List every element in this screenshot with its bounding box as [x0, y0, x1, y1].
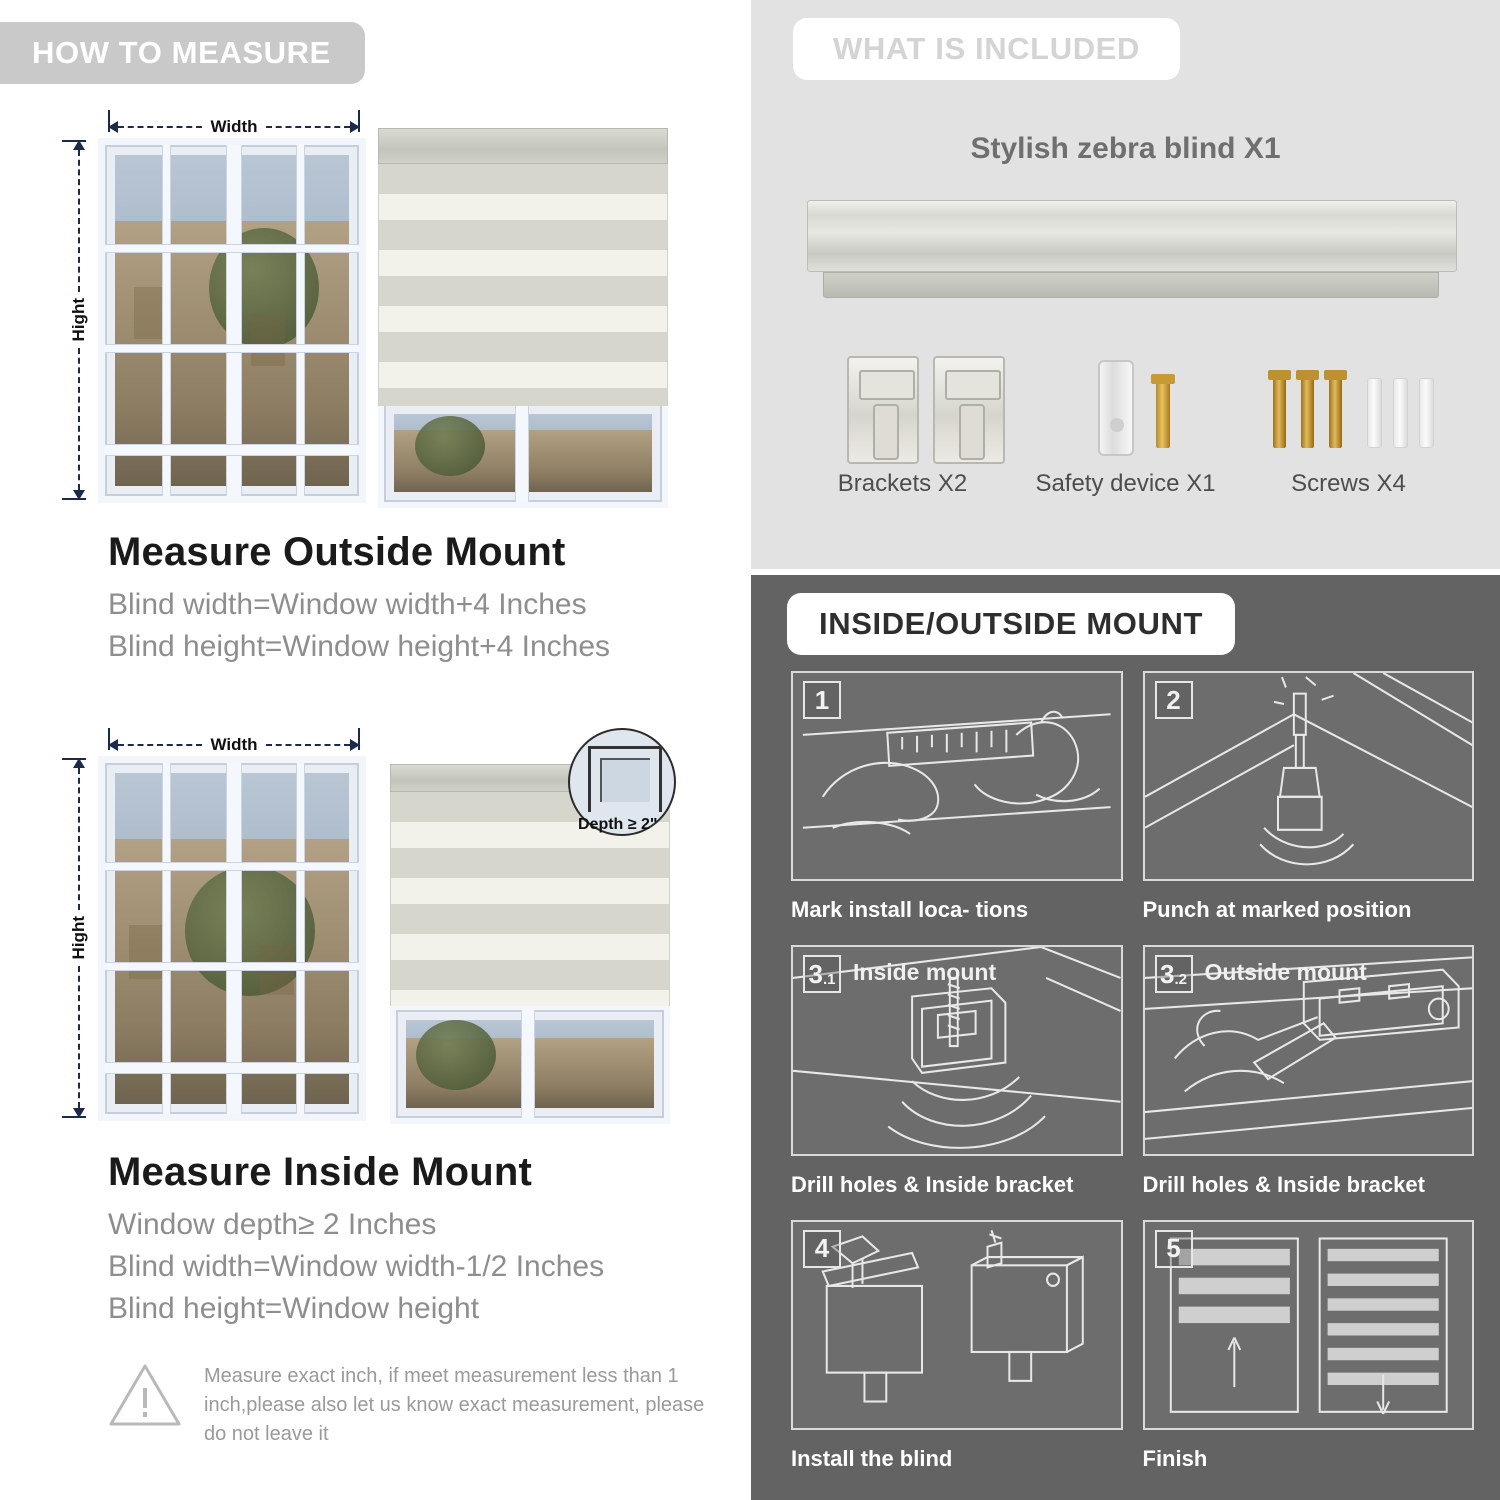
width-dimension-line — [118, 126, 202, 128]
included-parts-row — [791, 352, 1460, 522]
window-mullion-right — [297, 145, 304, 496]
inside-width-label: Width — [202, 735, 265, 755]
step-5-art — [1143, 1220, 1475, 1430]
inside-blind-mullion — [522, 1010, 534, 1118]
window-transom-3 — [105, 445, 359, 455]
inside-glass-tree — [185, 866, 315, 996]
blind-underlying-window — [378, 398, 668, 508]
bracket-icon-1 — [847, 356, 919, 464]
depth-callout-label: Depth ≥ 2" — [578, 816, 658, 833]
inside-mount-line-3: Blind height=Window height — [108, 1292, 480, 1325]
glass-window-pane-2 — [251, 314, 285, 366]
step-3-2-number — [1155, 955, 1193, 993]
inside-mount-heading: Measure Inside Mount — [108, 1150, 533, 1194]
warning-triangle-icon — [108, 1362, 182, 1428]
inside-window-mullion-left — [163, 763, 170, 1114]
inside-mount-line-2: Blind width=Window width-1/2 Inches — [108, 1250, 605, 1283]
inside-height-dimension — [70, 758, 88, 1118]
part-screws — [1237, 352, 1460, 522]
inside-width-cap-left — [108, 728, 110, 750]
height-dimension-line — [78, 150, 80, 292]
outside-width-label: Width — [202, 117, 265, 137]
step-2-number-text: 2 — [1166, 684, 1181, 715]
install-step-2 — [1143, 671, 1475, 923]
safety-device-art — [1014, 352, 1237, 470]
screw-icon-3 — [1329, 376, 1342, 448]
step-3-1-number-text: 3 — [808, 958, 823, 989]
step-3-1-number — [803, 955, 841, 993]
width-cap-right — [358, 110, 360, 132]
window-outside-mount — [98, 138, 366, 503]
blind-fabric — [378, 164, 668, 406]
step-2-line-art — [1145, 673, 1473, 879]
inside-height-label: Hight — [69, 910, 89, 965]
inside-window-transom-2 — [105, 963, 359, 970]
width-dimension-line-2 — [266, 126, 350, 128]
step-3-1-art — [791, 945, 1123, 1155]
safety-device-icon — [1098, 360, 1134, 456]
rail-top-face — [807, 200, 1457, 272]
step-5-line-art — [1145, 1222, 1473, 1428]
step-3-2-number-text: 3 — [1160, 958, 1175, 989]
step-4-line-art — [793, 1222, 1121, 1428]
step-2-caption: Punch at marked position — [1142, 897, 1412, 923]
bracket-icon-2 — [933, 356, 1005, 464]
install-step-5 — [1143, 1220, 1475, 1472]
inside-mount-line-1: Window depth≥ 2 Inches — [108, 1208, 437, 1241]
panel-what-is-included — [745, 0, 1500, 575]
window-mullion-left — [163, 145, 170, 496]
inside-width-line — [118, 744, 202, 746]
screw-icon-2 — [1301, 376, 1314, 448]
step-3-2-title: Outside mount — [1204, 959, 1367, 986]
step-1-art — [791, 671, 1123, 881]
inside-height-line — [78, 768, 80, 910]
height-dimension-line-2 — [78, 348, 80, 490]
part-brackets — [791, 352, 1014, 522]
measure-note-text: Measure exact inch, if meet measurement less than 1 inch,please also let us know exact measurement, please do not leave it — [204, 1365, 705, 1445]
outside-mount-heading: Measure Outside Mount — [108, 530, 566, 574]
step-3-1-number-sub: .1 — [822, 971, 836, 989]
screws-art — [1237, 352, 1460, 470]
wall-anchor-icon-2 — [1393, 378, 1408, 448]
step-4-number — [803, 1230, 841, 1268]
outside-mount-line-1: Blind width=Window width+4 Inches — [108, 588, 587, 621]
outside-width-dimension — [108, 118, 360, 136]
wall-anchor-icon-1 — [1367, 378, 1382, 448]
step-3-2-number-sub: .2 — [1174, 971, 1187, 989]
step-5-number-text: 5 — [1166, 1233, 1181, 1264]
blind-glass-tree — [415, 416, 485, 476]
how-to-measure-tab: HOW TO MEASURE — [0, 22, 365, 84]
part-safety-device — [1014, 352, 1237, 522]
inside-window-mullion-center — [227, 763, 241, 1114]
step-4-caption: Install the blind — [791, 1445, 953, 1471]
blind-window-mullion — [516, 404, 528, 502]
inside-blind-tree — [416, 1020, 496, 1090]
install-step-1 — [791, 671, 1123, 923]
inside-height-line-2 — [78, 966, 80, 1108]
install-step-3-1 — [791, 945, 1123, 1197]
outside-mount-illustration — [0, 100, 745, 663]
inside-glass-pane-2 — [260, 945, 294, 995]
step-2-number — [1155, 681, 1193, 719]
brackets-art — [791, 352, 1014, 470]
zebra-blind-rail-image — [807, 200, 1457, 310]
step-1-number — [803, 681, 841, 719]
safety-device-label: Safety device X1 — [1035, 470, 1216, 497]
inside-height-cap-bottom — [62, 1116, 86, 1118]
step-1-number-text: 1 — [814, 684, 830, 715]
step-3-1-title: Inside mount — [853, 959, 997, 986]
inside-width-line-2 — [266, 744, 350, 746]
height-cap-top — [62, 140, 86, 142]
rail-bottom-face — [823, 272, 1439, 298]
step-4-number-text: 4 — [814, 1233, 830, 1264]
inside-width-dimension — [108, 736, 360, 754]
inside-window-mullion-right — [297, 763, 304, 1114]
screw-icon-1 — [1273, 376, 1286, 448]
blind-outside-mount — [378, 128, 668, 508]
inside-window-transom-1 — [105, 863, 359, 870]
panel-how-to-measure — [0, 0, 745, 1500]
step-3-1-caption: Drill holes & Inside bracket — [791, 1171, 1074, 1197]
outside-mount-line-2: Blind height=Window height+4 Inches — [108, 630, 611, 663]
inside-width-cap-right — [358, 728, 360, 750]
step-3-2-caption: Drill holes & Inside bracket — [1142, 1171, 1425, 1197]
window-mullion-center — [227, 145, 241, 496]
step-4-art — [791, 1220, 1123, 1430]
step-1-caption: Mark install loca- tions — [791, 897, 1029, 923]
height-cap-bottom — [62, 498, 86, 500]
window-transom-1 — [105, 245, 359, 252]
what-is-included-tab: WHAT IS INCLUDED — [793, 18, 1180, 80]
install-steps-grid — [791, 671, 1474, 1472]
inside-blind-window — [390, 1004, 670, 1124]
measure-note — [108, 1362, 708, 1449]
window-transom-2 — [105, 345, 359, 352]
included-product-title: Stylish zebra blind X1 — [970, 132, 1281, 165]
step-5-number — [1155, 1230, 1193, 1268]
inside-mount-illustration — [0, 718, 745, 1358]
step-1-line-art — [793, 673, 1121, 879]
inside-outside-mount-tab: INSIDE/OUTSIDE MOUNT — [787, 593, 1235, 655]
panel-inside-outside-mount — [745, 575, 1500, 1500]
inside-height-cap-top — [62, 758, 86, 760]
safety-screw-icon — [1156, 380, 1170, 448]
wall-anchor-icon-3 — [1419, 378, 1434, 448]
blind-headrail — [378, 128, 668, 164]
inside-glass-pane — [129, 925, 165, 979]
screws-label: Screws X4 — [1291, 470, 1406, 497]
install-step-4 — [791, 1220, 1123, 1472]
outside-height-label: Hight — [69, 292, 89, 347]
step-3-2-art — [1143, 945, 1475, 1155]
window-inside-mount — [98, 756, 366, 1121]
depth-corner-inner — [600, 758, 650, 802]
brackets-label: Brackets X2 — [837, 470, 968, 497]
width-cap-left — [108, 110, 110, 132]
install-step-3-2 — [1143, 945, 1475, 1197]
step-5-caption: Finish — [1142, 1445, 1208, 1471]
outside-height-dimension — [70, 140, 88, 500]
step-2-art — [1143, 671, 1475, 881]
inside-window-transom-3 — [105, 1063, 359, 1073]
